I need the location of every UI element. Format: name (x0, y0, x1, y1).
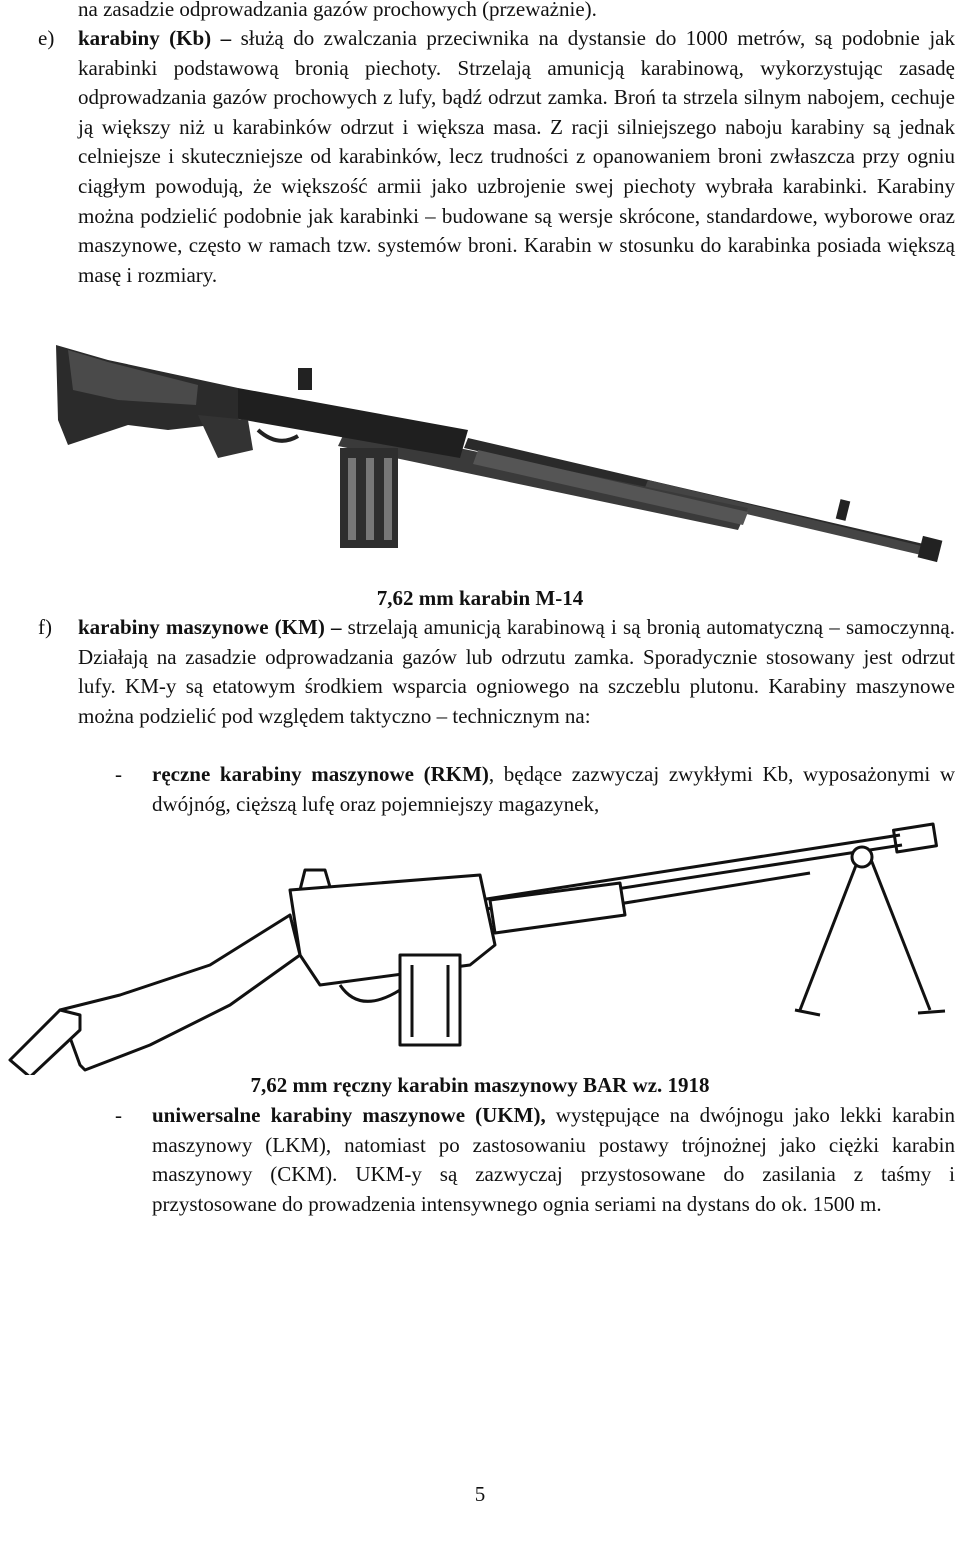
page-number: 5 (474, 1482, 486, 1506)
bar-rifle-image (0, 815, 960, 1075)
section-e-marker: e) (38, 26, 55, 50)
section-e-dash: – (220, 26, 232, 50)
section-f-term: karabiny maszynowe (KM) (78, 615, 325, 639)
figure1-caption: 7,62 mm karabin M-14 (376, 586, 584, 610)
section-f-text: strzelają amunicją karabinową i są bronią automatyczną – samoczynną. Działają na zasadzie odprowadzania gazów lub odrzutu zamka. Sporadycznie stosowany jest odrzut lufy. KM-y są etatowym środkiem wsparcia ogniowego na szczeblu plutonu. Karabiny maszynowe można podzielić pod względem taktyczno – technicznym na: (78, 615, 955, 728)
bullet1-paragraph (152, 760, 955, 819)
bullet2-term: uniwersalne karabiny maszynowe (UKM), (152, 1103, 546, 1127)
section-e-text: służą do zwalczania przeciwnika na dystansie do 1000 metrów, są podobnie jak karabinki podstawową bronią piechoty. Strzelają amunicją karabinową, wykorzystując zasadę odprowadzania gazów prochowych z lufy, bądź odrzut zamka. Broń ta strzela silnym nabojem, cechuje ją większy niż u karabinków odrzut i większa masa. Z racji silniejszego naboju karabiny są jednak celniejsze i skuteczniejsze od karabinków, lecz trudności z opanowaniem broni zwłaszcza przy ogniu ciągłym powodują, że większość armii jako uzbrojenie swej piechoty wybrała karabinki. Karabiny można podzielić podobnie jak karabinki – budowane są wersje skrócone, standardowe, wyborowe oraz maszynowe, często w ramach tzw. systemów broni. Karabin w stosunku do karabinka posiada większą masę i rozmiary. (78, 26, 955, 287)
section-e-term: karabiny (Kb) (78, 26, 212, 50)
bullet2-paragraph (152, 1101, 955, 1219)
bullet1-dash: - (115, 762, 122, 786)
bullet1-term: ręczne karabiny maszynowe (RKM) (152, 762, 489, 786)
top-line: na zasadzie odprowadzania gazów prochowych (przeważnie). (78, 0, 597, 21)
figure2-caption: 7,62 mm ręczny karabin maszynowy BAR wz. 1918 (250, 1073, 710, 1097)
section-e-paragraph (78, 24, 955, 290)
section-f-marker: f) (38, 615, 52, 639)
section-f-paragraph (78, 613, 955, 731)
bullet2-dash: - (115, 1103, 122, 1127)
m14-rifle-image (48, 330, 953, 585)
bullet1-text: , będące zazwyczaj zwykłymi Kb, wyposażonymi w dwójnóg, cięższą lufę oraz pojemniejszy magazynek, (152, 762, 956, 816)
bullet2-text: występujące na dwójnogu jako lekki karabin maszynowy (LKM), natomiast po zastosowaniu postawy trójnożnej jako ciężki karabin maszynowy (CKM). UKM-y są zazwyczaj przystosowane do zasilania z taśmy i przystosowane do prowadzenia intensywnego ognia seriami na dystans do ok. 1500 m. (152, 1103, 955, 1216)
section-f-dash: – (331, 615, 342, 639)
